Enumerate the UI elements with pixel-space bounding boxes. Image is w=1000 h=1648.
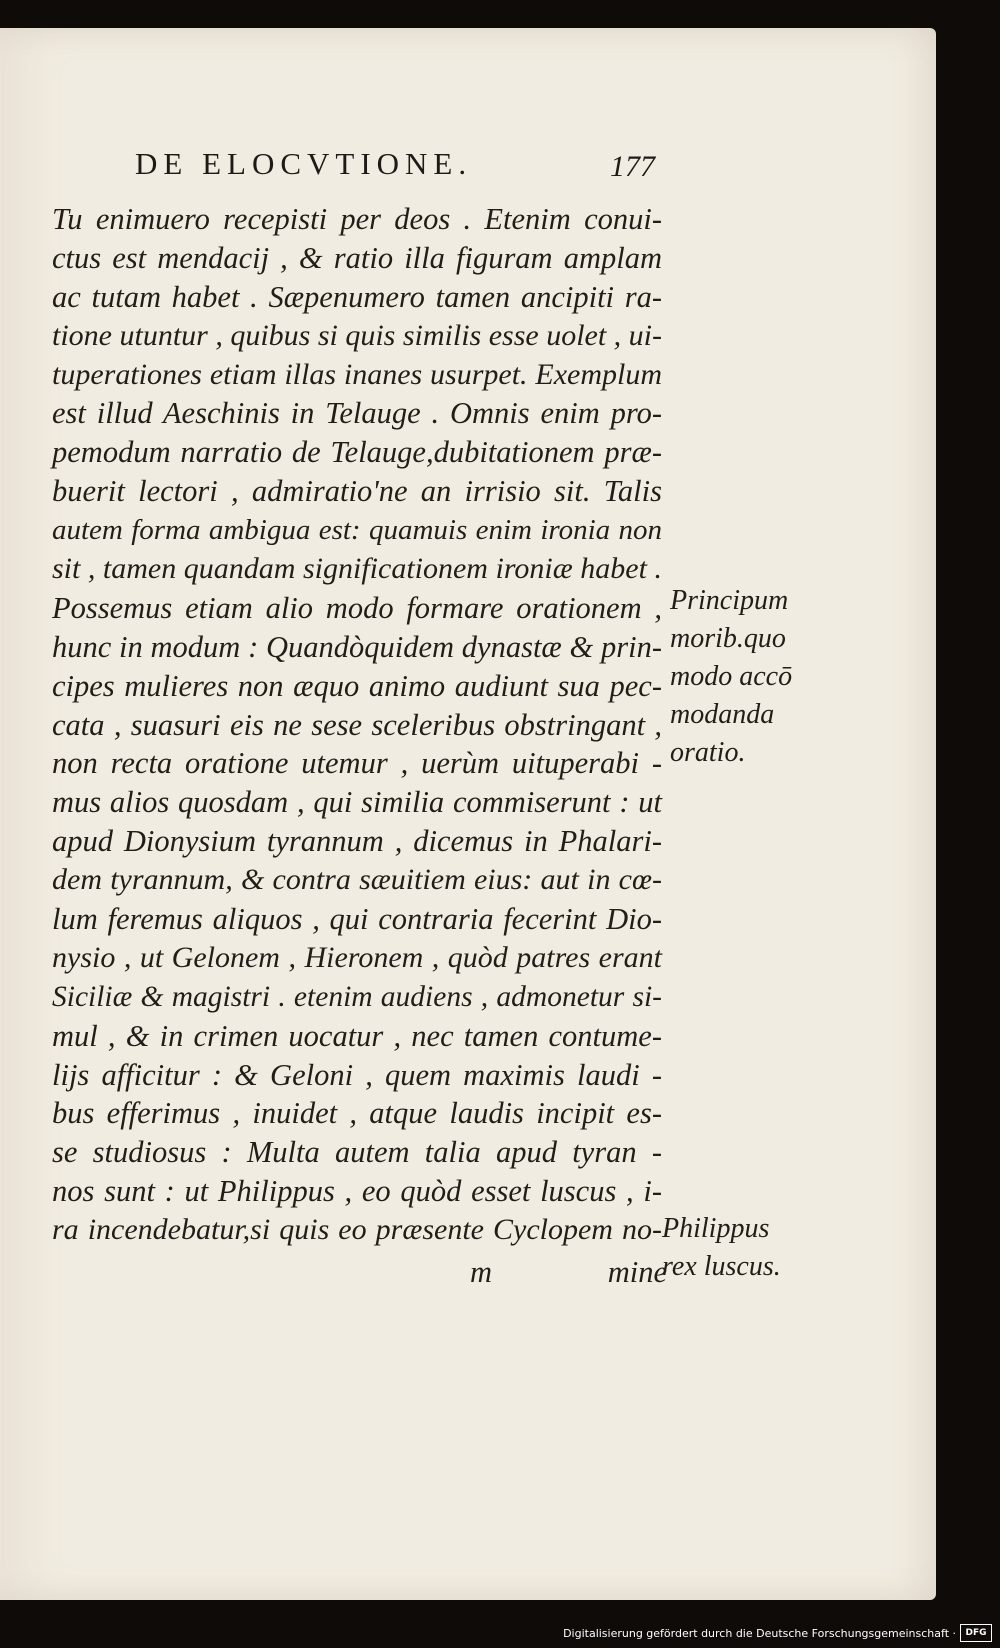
text-line: non recta oratione utemur , uerùm uituperabi - [52,746,662,781]
text-line: dem tyrannum, & contra sæuitiem eius: aut in cœ- [52,863,662,897]
text-line: est illud Aeschinis in Telauge . Omnis enim pro- [52,396,662,431]
text-line: mul , & in crimen uocatur , nec tamen contume- [52,1018,662,1053]
text-line: Possemus etiam alio modo formare orationem , [52,590,662,625]
text-line: nysio , ut Gelonem , Hieronem , quòd patres erant [52,940,662,974]
text-line: autem forma ambigua est: quamuis enim ironia non [52,514,662,547]
text-line: ac tutam habet . Sæpenumero tamen ancipiti ra- [52,279,662,314]
text-line: tuperationes etiam illas inanes usurpet. Exemplum [52,357,662,391]
text-line: bus efferimus , inuidet , atque laudis incipit es- [52,1096,662,1131]
text-line: Siciliæ & magistri . etenim audiens , admonetur si- [52,980,662,1013]
margin-note-line: Philippus [662,1213,770,1244]
book-page [0,28,936,1600]
footer-bar [0,1608,1000,1648]
text-line: se studiosus : Multa autem talia apud tyran - [52,1135,662,1170]
body-text [52,200,662,1250]
dfg-logo: DFG [960,1624,992,1642]
text-line: Tu enimuero recepisti per deos . Etenim conui- [52,202,662,236]
text-line: lijs afficitur : & Geloni , quem maximis laudi - [52,1057,662,1092]
text-line: hunc in modum : Quandòquidem dynastæ & prin- [52,629,662,664]
text-line: cipes mulieres non æquo animo audiunt sua pec- [52,668,662,703]
margin-note-line: morib.quo [670,623,786,654]
margin-note-line: modanda [670,699,775,730]
margin-note-line: Principum [670,585,789,616]
text-line: mus alios quosdam , qui similia commiserunt : ut [52,785,662,820]
text-line: ra incendebatur,si quis eo præsente Cyclopem no- [52,1213,662,1247]
page-header [135,146,655,196]
margin-note-line: oratio. [670,737,746,768]
margin-note-line: rex luscus. [662,1251,781,1282]
running-title: DE ELOCVTIONE. [135,146,473,181]
text-line: tione utuntur , quibus si quis similis esse uolet , ui- [52,318,663,352]
text-line: buerit lectori , admiratio'ne an irrisio sit. Talis [52,474,662,509]
margin-note-philippus [662,1210,781,1286]
text-line: nos sunt : ut Philippus , eo quòd esset luscus , i- [52,1174,662,1209]
catchword: mine [607,1255,667,1289]
catchline [52,1255,667,1293]
margin-note-principum [670,582,792,772]
text-line: apud Dionysium tyrannum , dicemus in Phalari- [52,824,662,859]
text-line: cata , suasuri eis ne sese sceleribus obstringant , [52,707,662,742]
text-line: lum feremus aliquos , qui contraria fecerint Dio- [52,902,662,937]
funding-credit: Digitalisierung gefördert durch die Deutsche Forschungsgemeinschaft · [563,1627,956,1640]
text-line: pemodum narratio de Telauge,dubitationem præ- [52,435,662,470]
page-number: 177 [610,150,655,183]
text-line: ctus est mendacij , & ratio illa figuram amplam [52,240,662,275]
margin-note-line: modo accō [670,661,793,692]
signature-mark: m [470,1255,493,1289]
text-line: sit , tamen quandam significationem ironiæ habet . [52,552,662,586]
